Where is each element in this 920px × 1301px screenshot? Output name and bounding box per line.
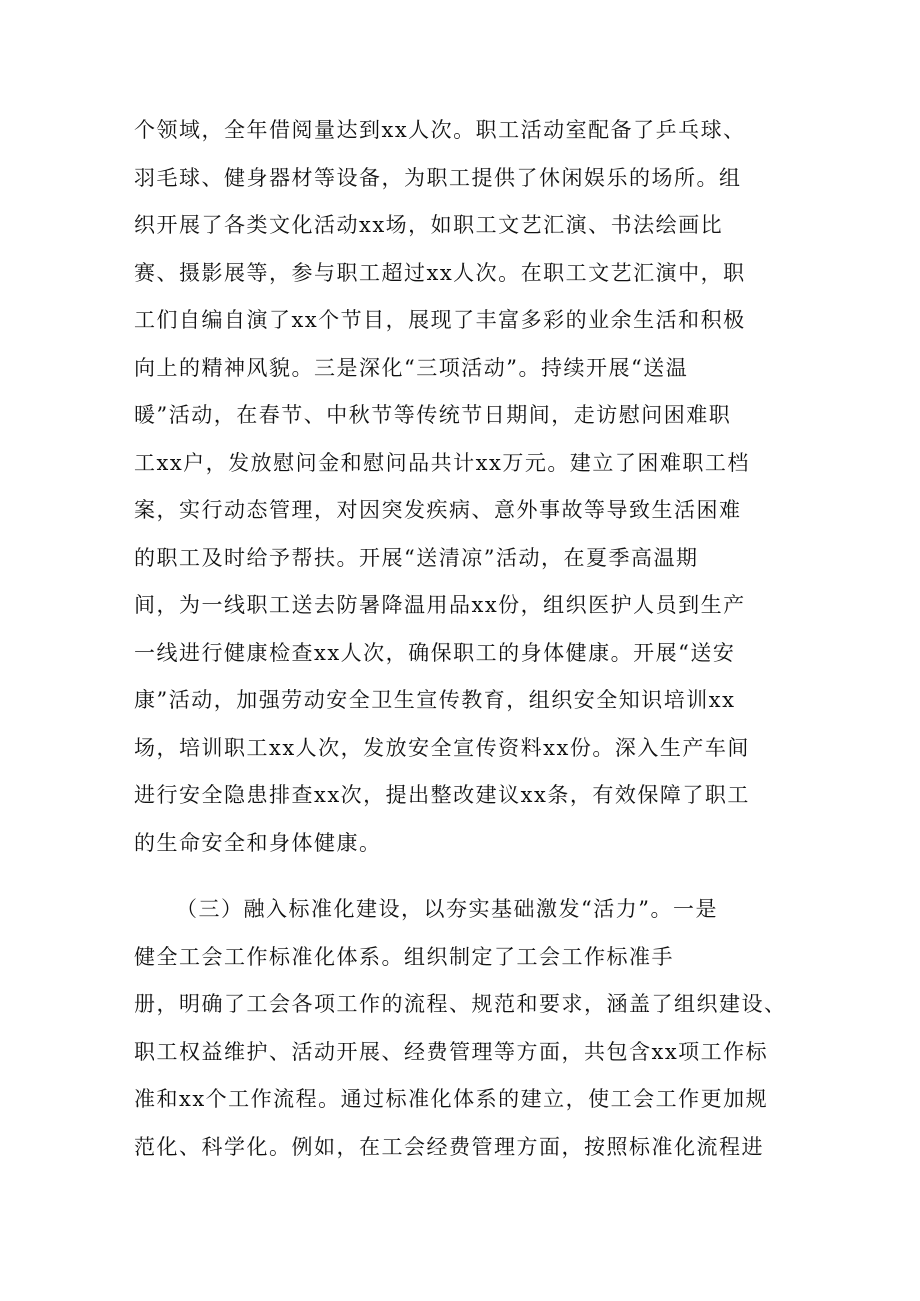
text-line: 织开展了各类文化活动xx场，如职工文艺汇演、书法绘画比: [134, 213, 724, 237]
text-line: 职工权益维护、活动开展、经费管理等方面，共包含xx项工作标: [134, 1040, 769, 1064]
text-line: 一线进行健康检查xx人次，确保职工的身体健康。开展“送安: [134, 641, 736, 665]
text-line: 册，明确了工会各项工作的流程、规范和要求，涵盖了组织建设、: [134, 992, 787, 1016]
text-line: 范化、科学化。例如，在工会经费管理方面，按照标准化流程进: [134, 1135, 764, 1159]
text-line: 场，培训职工xx人次，发放安全宣传资料xx份。深入生产车间: [134, 736, 750, 760]
text-line: 羽毛球、健身器材等设备，为职工提供了休闲娱乐的场所。组: [134, 166, 742, 190]
text-line: 工们自编自演了xx个节目，展现了丰富多彩的业余生活和积极: [134, 308, 746, 332]
text-line: 间，为一线职工送去防暑降温用品xx份，组织医护人员到生产: [134, 593, 746, 617]
section-heading-line: （三）融入标准化建设，以夯实基础激发“活力”。一是: [176, 897, 718, 921]
text-line: 案，实行动态管理，对因突发疾病、意外事故等导致生活困难: [134, 498, 742, 522]
text-line: 赛、摄影展等，参与职工超过xx人次。在职工文艺汇演中，职: [134, 261, 746, 285]
text-line: 健全工会工作标准化体系。组织制定了工会工作标准手: [134, 945, 674, 969]
text-line: 的职工及时给予帮扶。开展“送清凉”活动，在夏季高温期: [134, 546, 699, 570]
text-line: 暖”活动，在春节、中秋节等传统节日期间，走访慰问困难职: [134, 403, 732, 427]
text-line: 工xx户，发放慰问金和慰问品共计xx万元。建立了困难职工档: [134, 451, 750, 475]
text-line: 准和xx个工作流程。通过标准化体系的建立，使工会工作更加规: [134, 1087, 769, 1111]
text-line: 进行安全隐患排查xx次，提出整改建议xx条，有效保障了职工: [134, 783, 750, 807]
text-line: 的生命安全和身体健康。: [134, 831, 382, 855]
text-line: 向上的精神风貌。三是深化“三项活动”。持续开展“送温: [134, 356, 689, 380]
text-line: 康”活动，加强劳动安全卫生宣传教育，组织安全知识培训xx: [134, 688, 736, 712]
text-line: 个领域，全年借阅量达到xx人次。职工活动室配备了乒乓球、: [134, 118, 746, 142]
